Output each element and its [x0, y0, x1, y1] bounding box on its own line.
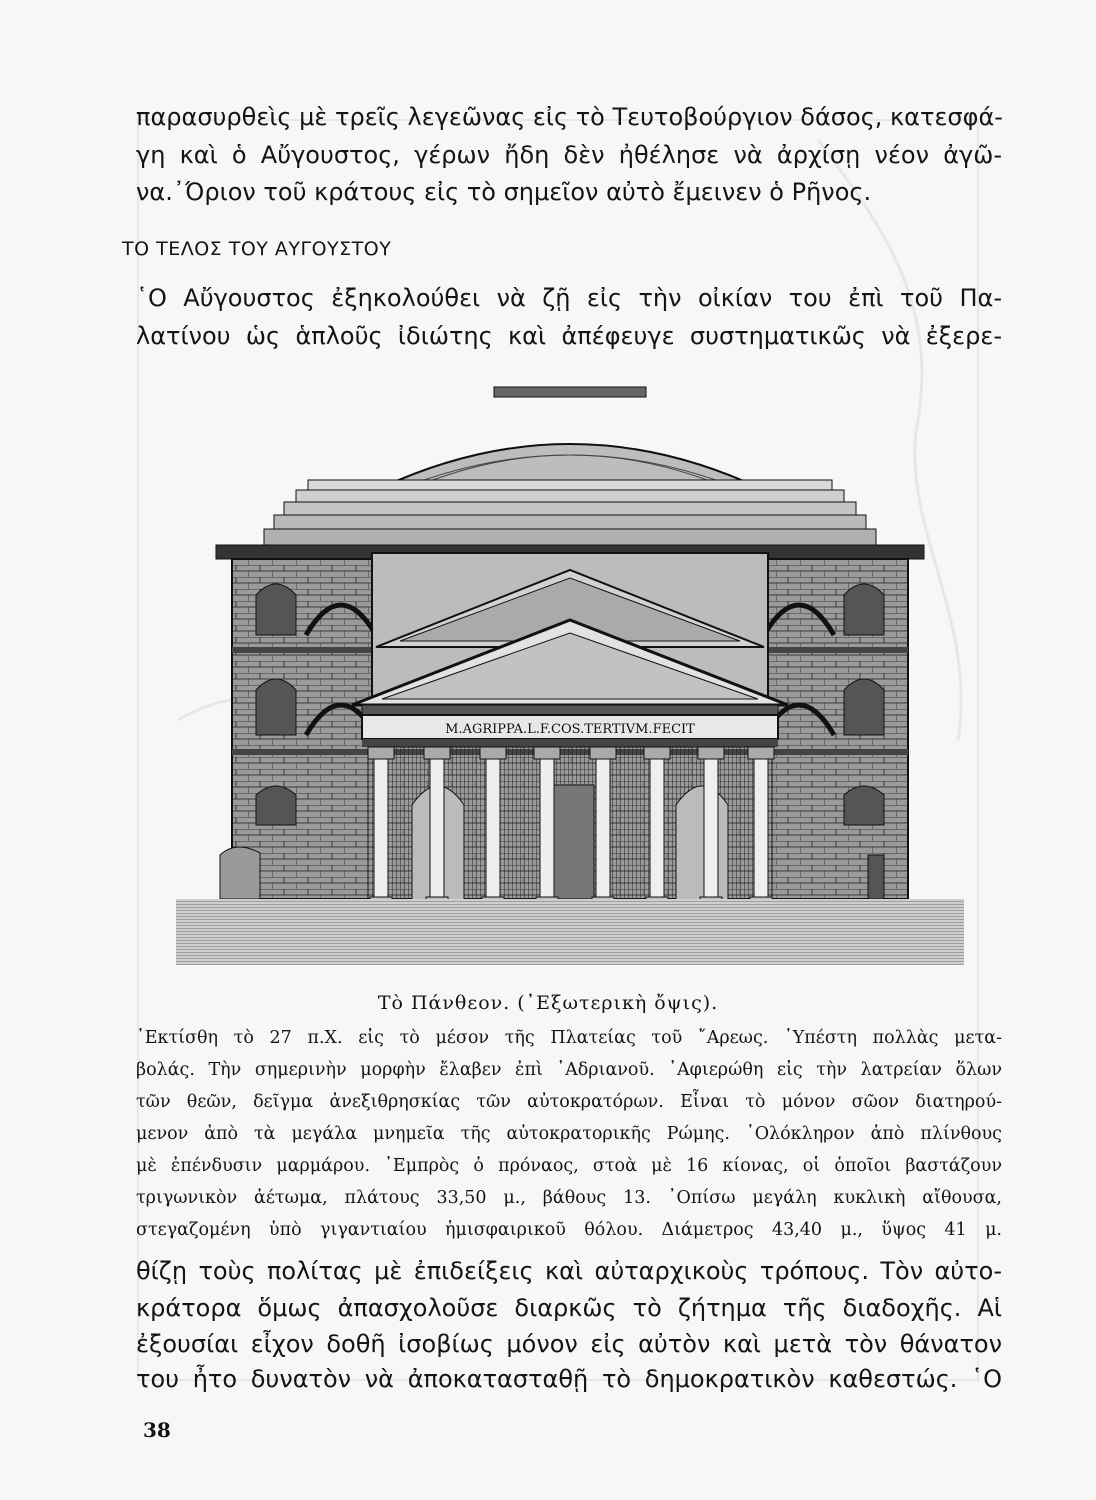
frieze-inscription: M.AGRIPPA.L.F.COS.TERTIVM.FECIT	[445, 722, 695, 737]
text-line: λατίνου ὡς ἁπλοῦς ἰδιώτης καὶ ἀπέφευγε συστηματικῶς νὰ ἐξερε-	[136, 322, 1002, 350]
page-number: 38	[143, 1418, 171, 1442]
text-line: να.᾿Όριον τοῦ κράτους εἰς τὸ σημεῖον αὐτὸ ἔμεινεν ὁ Ρῆνος.	[136, 178, 872, 206]
text-line: του ἦτο δυνατὸν νὰ ἀποκατασταθῇ τὸ δημοκρατικὸν καθεστώς. ῾Ο	[136, 1365, 1002, 1393]
text-line: παρασυρθεὶς μὲ τρεῖς λεγεῶνας εἰς τὸ Τευτοβούργιον δάσος, κατεσφά-	[136, 103, 1003, 131]
step-rings	[264, 480, 876, 545]
side-door	[868, 855, 884, 899]
ground-plaza	[176, 899, 964, 965]
text-line: ἐξουσίαι εἶχον δοθῆ ἰσοβίως μόνον εἰς αὐτὸν καὶ μετὰ τὸν θάνατον	[136, 1330, 1002, 1358]
caption-line: τῶν θεῶν, δεῖγμα ἀνεξιθρησκίας τῶν αὐτοκρατόρων. Εἶναι τὸ μόνον σῶον διατηρού-	[136, 1092, 1002, 1112]
text-line: θίζῃ τοὺς πολίτας μὲ ἐπιδείξεις καὶ αὐταρχικοὺς τρόπους. Τὸν αὐτο-	[136, 1257, 1002, 1285]
text-line: γη καὶ ὁ Αὔγουστος, γέρων ἤδη δὲν ἠθέλησε νὰ ἀρχίσῃ νέον ἀγῶ-	[136, 141, 1002, 169]
text-line: ῾Ο Αὔγουστος ἐξηκολούθει νὰ ζῇ εἰς τὴν οἰκίαν του ἐπὶ τοῦ Πα-	[136, 284, 1002, 312]
caption-line: μὲ ἐπένδυσιν μαρμάρου. ᾿Εμπρὸς ὁ πρόναος, στοὰ μὲ 16 κίονας, οἱ ὁποῖοι βαστάζουν	[136, 1156, 1002, 1176]
caption-line: μενον ἀπὸ τὰ μεγάλα μνημεῖα τῆς αὐτοκρατορικῆς Ρώμης. ῾Ολόκληρον ἀπὸ πλίνθους	[136, 1124, 1002, 1144]
niche-right	[676, 786, 728, 899]
figure-caption-title: Τὸ Πάνθεον. (᾿Εξωτερικὴ ὄψις).	[377, 992, 719, 1014]
caption-line: βολάς. Τὴν σημερινὴν μορφὴν ἔλαβεν ἐπὶ ᾿Αδριανοῦ. ᾿Αφιερώθη εἰς τὴν λατρείαν ὅλων	[136, 1060, 1002, 1080]
caption-line: τριγωνικὸν ἀέτωμα, πλάτους 33,50 μ., βάθους 13. ᾿Οπίσω μεγάλη κυκλικὴ αἴθουσα,	[136, 1188, 1002, 1208]
text-line: κράτορα ὅμως ἀπασχολοῦσε διαρκῶς τὸ ζήτημα τῆς διαδοχῆς. Αἱ	[136, 1294, 1002, 1322]
section-heading: ΤΟ ΤΕΛΟΣ ΤΟΥ ΑΥΓΟΥΣΤΟΥ	[122, 238, 392, 260]
caption-line: στεγαζομένη ὑπὸ γιγαντιαίου ἡμισφαιρικοῦ θόλου. Διάμετρος 43,40 μ., ὕψος 41 μ.	[136, 1220, 1002, 1240]
pantheon-illustration	[176, 385, 964, 965]
caption-line: ᾿Εκτίσθη τὸ 27 π.Χ. εἰς τὸ μέσον τῆς Πλατείας τοῦ ῎Αρεως. ῾Υπέστη πολλὰς μετα-	[136, 1028, 1002, 1048]
ruin-left	[220, 847, 260, 899]
